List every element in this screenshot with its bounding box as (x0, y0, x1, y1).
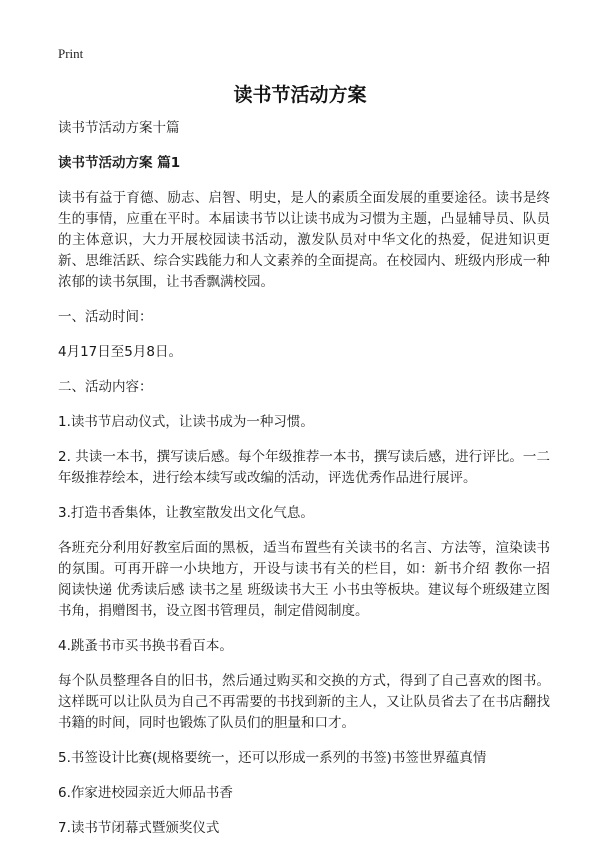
paragraph-item-3-detail: 各班充分利用好教室后面的黑板，适当布置些有关读书的名言、方法等，渲染读书的氛围。可再开辟一小块地方，开设与读书有关的栏目，如：新书介绍 教你一招 阅读快递 优秀读后感 读书之星 班级读书大王 小书虫等板块。建议每个班级建立图书角，捐赠图书，设立图书管理员，制定借阅制度。 (58, 540, 550, 619)
paragraph-item-1: 1.读书节启动仪式，让读书成为一种习惯。 (58, 414, 314, 430)
paragraph-item-5: 5.书签设计比赛(规格要统一，还可以形成一系列的书签)书签世界蕴真情 (58, 750, 487, 766)
document-body (58, 118, 550, 853)
section-heading: 读书节活动方案 篇1 (58, 155, 181, 171)
page-title: 读书节活动方案 (233, 84, 367, 106)
paragraph-item-4-detail: 每个队员整理各自的旧书，然后通过购买和交换的方式，得到了自己喜欢的图书。这样既可以让队员为自己不再需要的书找到新的主人，又让队员省去了在书店翻找书籍的时间，同时也锻炼了队员们的胆量和口才。 (58, 673, 550, 731)
paragraph-item-7: 7.读书节闭幕式暨颁奖仪式 (58, 820, 220, 836)
paragraph-item-6: 6.作家进校园亲近大师品书香 (58, 785, 233, 801)
paragraph-item-2: 2. 共读一本书，撰写读后感。每个年级推荐一本书，撰写读后感，进行评比。一二年级推荐绘本，进行绘本续写或改编的活动，评选优秀作品进行展评。 (58, 449, 550, 486)
paragraph-item-3: 3.打造书香集体，让教室散发出文化气息。 (58, 505, 314, 521)
document-subtitle: 读书节活动方案十篇 (58, 120, 180, 136)
paragraph-item-4: 4.跳蚤书市买书换书看百本。 (58, 638, 233, 654)
print-label: Print (58, 46, 84, 61)
paragraph-activity-time: 4月17日至5月8日。 (58, 344, 182, 360)
paragraph-intro: 读书有益于育德、励志、启智、明史，是人的素质全面发展的重要途径。读书是终生的事情，应重在平时。本届读书节以让读书成为习惯为主题，凸显辅导员、队员的主体意识，大力开展校园读书活动，激发队员对中华文化的热爱，促进知识更新、思维活跃、综合实践能力和人文素养的全面提高。在校园内、班级内形成一种浓郁的读书氛围，让书香飘满校园。 (58, 190, 550, 290)
paragraph-activity-time-heading: 一、活动时间： (58, 309, 153, 325)
paragraph-activity-content-heading: 二、活动内容： (58, 379, 153, 395)
